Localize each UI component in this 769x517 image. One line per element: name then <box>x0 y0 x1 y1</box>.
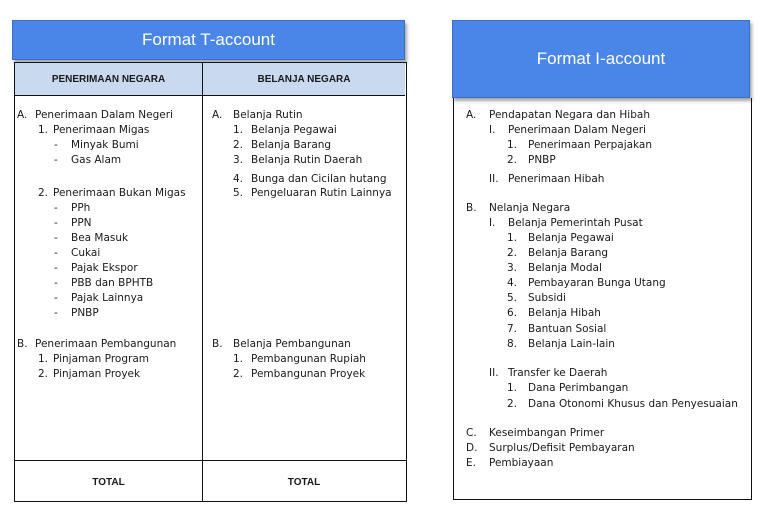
list-marker: 2. <box>507 154 518 166</box>
list-item: Surplus/Defisit Pembayaran <box>489 442 635 454</box>
header-belanja-negara: BELANJA NEGARA <box>203 63 405 96</box>
list-item: Penerimaan Pembangunan <box>35 338 177 350</box>
list-item: PBB dan BPHTB <box>71 277 154 289</box>
header-penerimaan-negara: PENERIMAAN NEGARA <box>15 63 202 96</box>
list-marker: - <box>54 277 58 289</box>
list-marker: - <box>54 202 58 214</box>
list-item: Belanja Modal <box>528 262 602 274</box>
list-item: Keseimbangan Primer <box>489 427 605 439</box>
list-marker: 1. <box>38 124 49 136</box>
list-marker: 7. <box>507 323 518 335</box>
list-marker: 4. <box>507 277 518 289</box>
list-marker: 1. <box>507 232 518 244</box>
list-marker: 1. <box>38 353 49 365</box>
list-marker: I. <box>489 217 496 229</box>
list-marker: - <box>54 154 58 166</box>
list-item: Pinjaman Program <box>53 353 149 365</box>
list-marker: II. <box>489 367 499 379</box>
list-marker: B. <box>212 338 223 350</box>
list-marker: A. <box>212 109 223 121</box>
list-marker: E. <box>466 457 476 469</box>
list-item: PPN <box>71 217 92 229</box>
list-marker: II. <box>489 173 499 185</box>
column-divider <box>202 63 203 501</box>
t-account-title: Format T-account <box>12 20 405 60</box>
list-marker: - <box>54 232 58 244</box>
list-item: Bea Masuk <box>71 232 129 244</box>
list-marker: - <box>54 262 58 274</box>
list-marker: 3. <box>233 154 244 166</box>
list-item: Belanja Hibah <box>528 307 601 319</box>
list-item: Pembiayaan <box>489 457 554 469</box>
list-marker: 5. <box>507 292 518 304</box>
list-marker: 8. <box>507 338 518 350</box>
list-item: Subsidi <box>528 292 566 304</box>
list-item: Minyak Bumi <box>71 139 139 151</box>
list-marker: - <box>54 217 58 229</box>
list-item: Dana Otonomi Khusus dan Penyesuaian <box>528 398 738 410</box>
list-item: Belanja Pemerintah Pusat <box>508 217 643 229</box>
list-item: Penerimaan Hibah <box>508 173 605 185</box>
list-item: Belanja Barang <box>251 139 332 151</box>
list-item: Belanja Rutin Daerah <box>251 154 363 166</box>
total-belanja: TOTAL <box>287 477 321 488</box>
list-item: Penerimaan Dalam Negeri <box>35 109 173 121</box>
list-marker: 1. <box>507 382 518 394</box>
list-item: Penerimaan Dalam Negeri <box>508 124 646 136</box>
list-marker: 1. <box>233 124 244 136</box>
list-item: Nelanja Negara <box>489 202 571 214</box>
list-item: Pembangunan Rupiah <box>251 353 366 365</box>
list-item: Bunga dan Cicilan hutang <box>251 173 387 185</box>
list-marker: 2. <box>507 247 518 259</box>
list-item: Pendapatan Negara dan Hibah <box>489 109 650 121</box>
list-item: Gas Alam <box>71 154 122 166</box>
list-item: Dana Perimbangan <box>528 382 629 394</box>
total-penerimaan: TOTAL <box>92 477 125 488</box>
list-marker: 1. <box>233 353 244 365</box>
list-marker: - <box>54 307 58 319</box>
list-marker: - <box>54 139 58 151</box>
list-marker: - <box>54 292 58 304</box>
list-marker: 3. <box>507 262 518 274</box>
list-marker: C. <box>466 427 477 439</box>
list-item: Cukai <box>71 247 101 259</box>
list-item: Pajak Lainnya <box>71 292 144 304</box>
list-marker: D. <box>466 442 478 454</box>
list-marker: 1. <box>507 139 518 151</box>
list-marker: 2. <box>233 139 244 151</box>
list-item: Belanja Pembangunan <box>233 338 351 350</box>
list-marker: - <box>54 247 58 259</box>
list-item: Bantuan Sosial <box>528 323 607 335</box>
list-marker: B. <box>17 338 28 350</box>
list-marker: 2. <box>38 187 49 199</box>
list-item: PPh <box>71 202 91 214</box>
list-marker: 2. <box>507 398 518 410</box>
list-item: Belanja Rutin <box>233 109 303 121</box>
list-item: Pinjaman Proyek <box>53 368 141 380</box>
list-item: Transfer ke Daerah <box>508 367 608 379</box>
list-item: Pengeluaran Rutin Lainnya <box>251 187 392 199</box>
list-item: Belanja Pegawai <box>251 124 337 136</box>
list-marker: A. <box>17 109 28 121</box>
list-item: Belanja Barang <box>528 247 609 259</box>
list-marker: 6. <box>507 307 518 319</box>
i-account-title: Format I-account <box>452 20 750 98</box>
list-item: Pembayaran Bunga Utang <box>528 277 666 289</box>
list-marker: 5. <box>233 187 244 199</box>
list-item: Pajak Ekspor <box>71 262 138 274</box>
list-marker: 4. <box>233 173 244 185</box>
list-marker: B. <box>466 202 477 214</box>
list-item: Pembangunan Proyek <box>251 368 366 380</box>
total-divider <box>15 460 406 461</box>
list-item: PNBP <box>71 307 99 319</box>
list-marker: A. <box>466 109 477 121</box>
list-marker: 2. <box>38 368 49 380</box>
list-item: Belanja Lain-lain <box>528 338 615 350</box>
list-item: PNBP <box>528 154 556 166</box>
list-item: Penerimaan Bukan Migas <box>53 187 186 199</box>
list-marker: 2. <box>233 368 244 380</box>
list-item: Penerimaan Migas <box>53 124 150 136</box>
list-item: Belanja Pegawai <box>528 232 614 244</box>
list-marker: I. <box>489 124 496 136</box>
list-item: Penerimaan Perpajakan <box>528 139 653 151</box>
